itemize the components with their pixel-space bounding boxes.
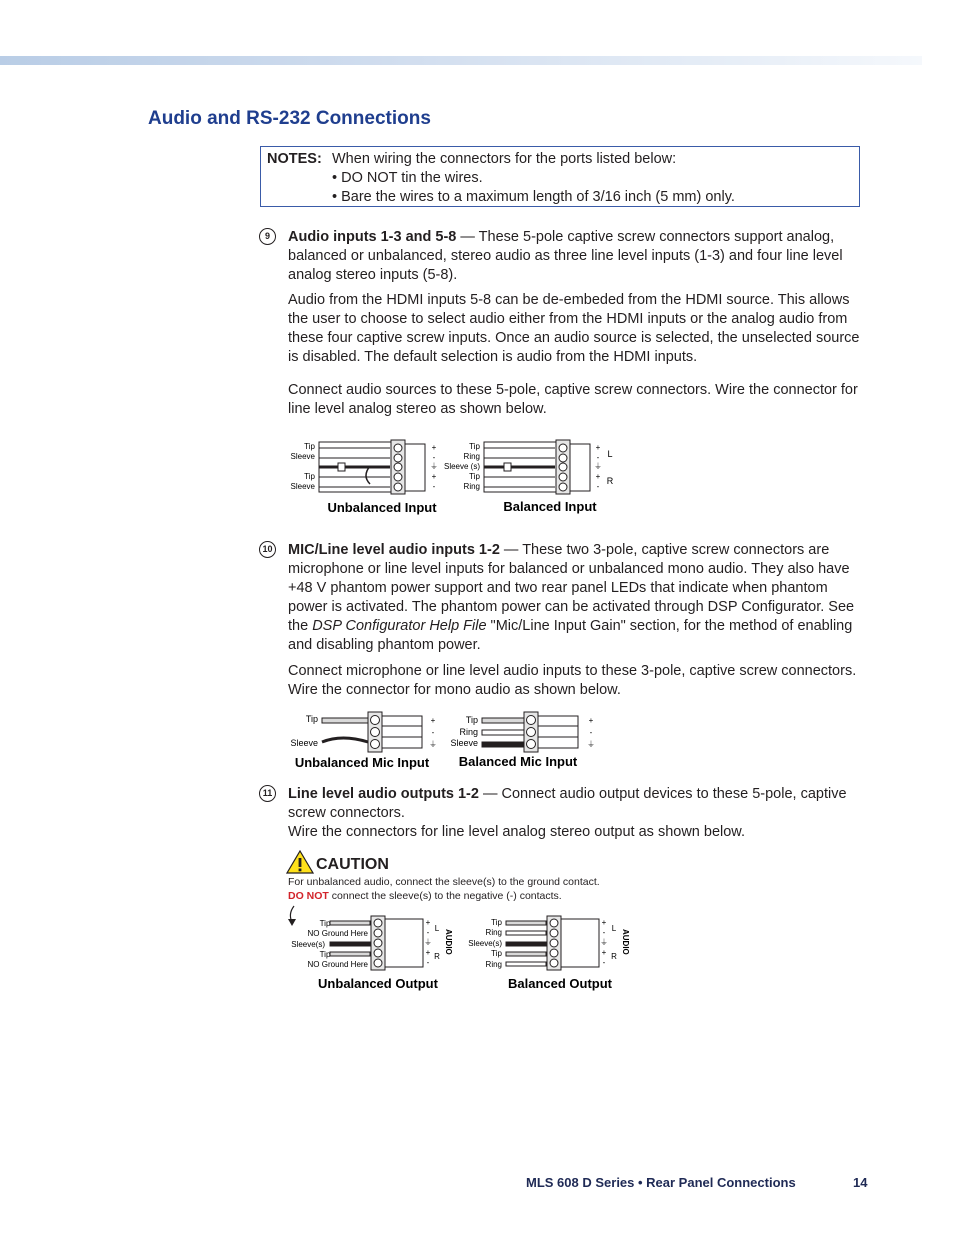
item-10-section [288,541,863,700]
unbal-input-sign-3: ⏚ [430,462,438,471]
bal-output-label-5: Ring [485,960,502,969]
balanced-input-connector [444,440,614,514]
unbal-output-sign-4: + [425,948,431,957]
unbal-input-label-2: Sleeve [290,452,315,461]
unbal-input-sign-2: - [432,453,436,462]
bal-input-sign-4: + [595,472,601,481]
item-11-section [288,785,863,842]
balanced-output-caption: Balanced Output [507,976,613,991]
unbal-output-right-label: R [434,952,440,961]
bal-output-right-label: R [611,952,617,961]
unbal-input-label-4: Sleeve [290,482,315,491]
bal-input-label-4: Tip [469,472,480,481]
mic-input-wiring-diagram [282,708,602,772]
page-number: 14 [853,1175,868,1190]
unbal-output-audio-label: AUDIO [444,929,453,955]
unbal-mic-sign-2: - [431,728,435,737]
notes-bullet-1: • DO NOT tin the wires. [332,170,483,186]
notes-label: NOTES: [267,151,322,167]
item-10-para-2: Connect microphone or line level audio inputs to these 3-pole, captive screw connectors. Wire the connector for mono audio as shown below. [288,663,857,698]
bal-output-left-label: L [611,924,617,933]
bal-input-sign-5: - [596,482,600,491]
unbal-input-sign-5: - [432,482,436,491]
unbal-input-label-1: Tip [304,442,315,451]
unbal-mic-label-2: Sleeve [290,738,318,748]
caution-do-not: DO NOT [288,890,329,902]
header-gradient-bar [0,56,922,65]
caution-line-1: For unbalanced audio, connect the sleeve(s) to the ground contact. [288,876,600,888]
bal-output-sign-1: + [601,918,607,927]
bal-input-sign-3: ⏚ [594,462,602,471]
unbalanced-output-connector [291,916,453,991]
bal-output-label-2: Ring [485,928,502,937]
bal-output-label-1: Tip [491,918,502,927]
bal-input-sign-2: - [596,453,600,462]
unbal-input-sign-4: + [431,472,437,481]
item-11-number: 11 [259,785,276,802]
balanced-mic-caption: Balanced Mic Input [458,754,578,769]
input-right-label: R [606,476,614,486]
bal-input-label-1: Tip [469,442,480,451]
notes-intro: When wiring the connectors for the ports listed below: [332,151,677,167]
unbal-output-label-5: NO Ground Here [307,960,368,969]
unbal-input-sign-1: + [431,443,437,452]
unbal-output-label-1: Tip [319,919,331,928]
bal-mic-sign-3: ⏚ [587,740,595,749]
warning-triangle-icon [286,850,314,874]
item-10-para-1 [288,541,863,655]
bal-output-audio-label: AUDIO [621,929,630,955]
footer-title: MLS 608 D Series • Rear Panel Connections [526,1175,796,1190]
unbal-mic-sign-1: + [430,716,436,725]
item-11-para-1 [288,785,863,823]
bal-mic-sign-1: + [588,716,594,725]
bal-input-label-3: Sleeve (s) [443,462,480,471]
balanced-input-caption: Balanced Input [503,499,597,514]
notes-box [260,146,860,207]
item-9-para-3: Connect audio sources to these 5-pole, captive screw connectors. Wire the connector for line level analog stereo as shown below. [288,382,858,417]
section-title: Audio and RS-232 Connections [148,108,431,129]
unbal-output-label-3: Sleeve(s) [291,940,325,949]
item-9-section [288,228,863,419]
bal-mic-label-2: Ring [459,727,478,737]
caution-line-2-text: connect the sleeve(s) to the negative (-) contacts. [328,890,562,902]
unbal-mic-sign-3: ⏚ [429,740,437,749]
bal-output-label-3: Sleeve(s) [468,939,502,948]
item-9-para-1 [288,228,863,285]
caution-heading: CAUTION [316,856,389,873]
bal-output-sign-3: ⏚ [600,938,608,947]
item-11-heading: Line level audio outputs 1-2 [288,786,479,802]
input-left-label: L [607,449,613,459]
bal-input-sign-1: + [595,443,601,452]
item-10-italic: DSP Configurator Help File [312,618,487,634]
item-9-text: — These 5-pole captive screw connectors support analog, balanced or unbalanced, stereo audio as three line level inputs (1-3) and four line level analog stereo inputs (5-8). [288,229,843,283]
item-10-number: 10 [259,541,276,558]
bal-mic-sign-2: - [589,728,593,737]
bal-mic-label-3: Sleeve [450,738,478,748]
item-9-heading: Audio inputs 1-3 and 5-8 [288,229,457,245]
item-10-text-1: — These two 3-pole, captive screw connectors are microphone or line level inputs for balanced or unbalanced mono audio. They also have +48 V phantom power support and two rear panel LEDs that indicate when phantom power is activated. The phantom power can be activated through DSP Configurator. See the [288,542,855,634]
bal-input-label-2: Ring [463,452,480,461]
unbal-output-label-2: NO Ground Here [307,929,368,938]
balanced-output-connector [468,916,630,991]
unbalanced-output-caption: Unbalanced Output [318,976,438,991]
notes-bullet-2: • Bare the wires to a maximum length of 3/16 inch (5 mm) only. [332,189,735,205]
unbalanced-mic-caption: Unbalanced Mic Input [294,755,430,770]
item-11-para-2: Wire the connectors for line level analog stereo output as shown below. [288,824,746,840]
notes-lines [332,150,735,207]
unbal-output-label-4: Tip [319,950,331,959]
unbalanced-input-connector [291,440,438,515]
item-10-text-2: "Mic/Line Input Gain" section, for the method of enabling and disabling phantom power. [288,618,853,653]
audio-output-wiring-diagram [282,904,642,996]
bal-output-sign-5: - [602,958,606,967]
item-9-para-2: Audio from the HDMI inputs 5-8 can be de-embeded from the HDMI source. This allows the user to choose to select audio either from the HDMI inputs or the analog audio from these four captive screw inputs. Once an audio source is selected, the unselected source is disabled. The default selection is audio from the HDMI inputs. [288,292,860,365]
unbal-input-label-3: Tip [304,472,315,481]
bal-mic-label-1: Tip [465,715,478,725]
unbalanced-mic-connector [290,712,437,770]
bal-output-sign-2: - [602,928,606,937]
item-9-number: 9 [259,228,276,245]
unbal-output-sign-5: - [426,958,430,967]
unbal-output-sign-1: + [425,918,431,927]
unbal-mic-label-1: Tip [305,714,318,724]
unbal-output-sign-2: - [426,928,430,937]
balanced-mic-connector [450,712,595,769]
bal-input-label-5: Ring [463,482,480,491]
caution-line-2 [288,890,562,902]
unbalanced-input-caption: Unbalanced Input [327,500,437,515]
unbal-output-left-label: L [434,924,440,933]
item-10-heading: MIC/Line level audio inputs 1-2 [288,542,500,558]
unbal-output-sign-3: ⏚ [424,938,432,947]
bal-output-label-4: Tip [491,949,502,958]
audio-input-wiring-diagram [282,436,622,518]
bal-output-sign-4: + [601,948,607,957]
item-11-text: — Connect audio output devices to these 5-pole, captive screw connectors. [288,786,847,821]
